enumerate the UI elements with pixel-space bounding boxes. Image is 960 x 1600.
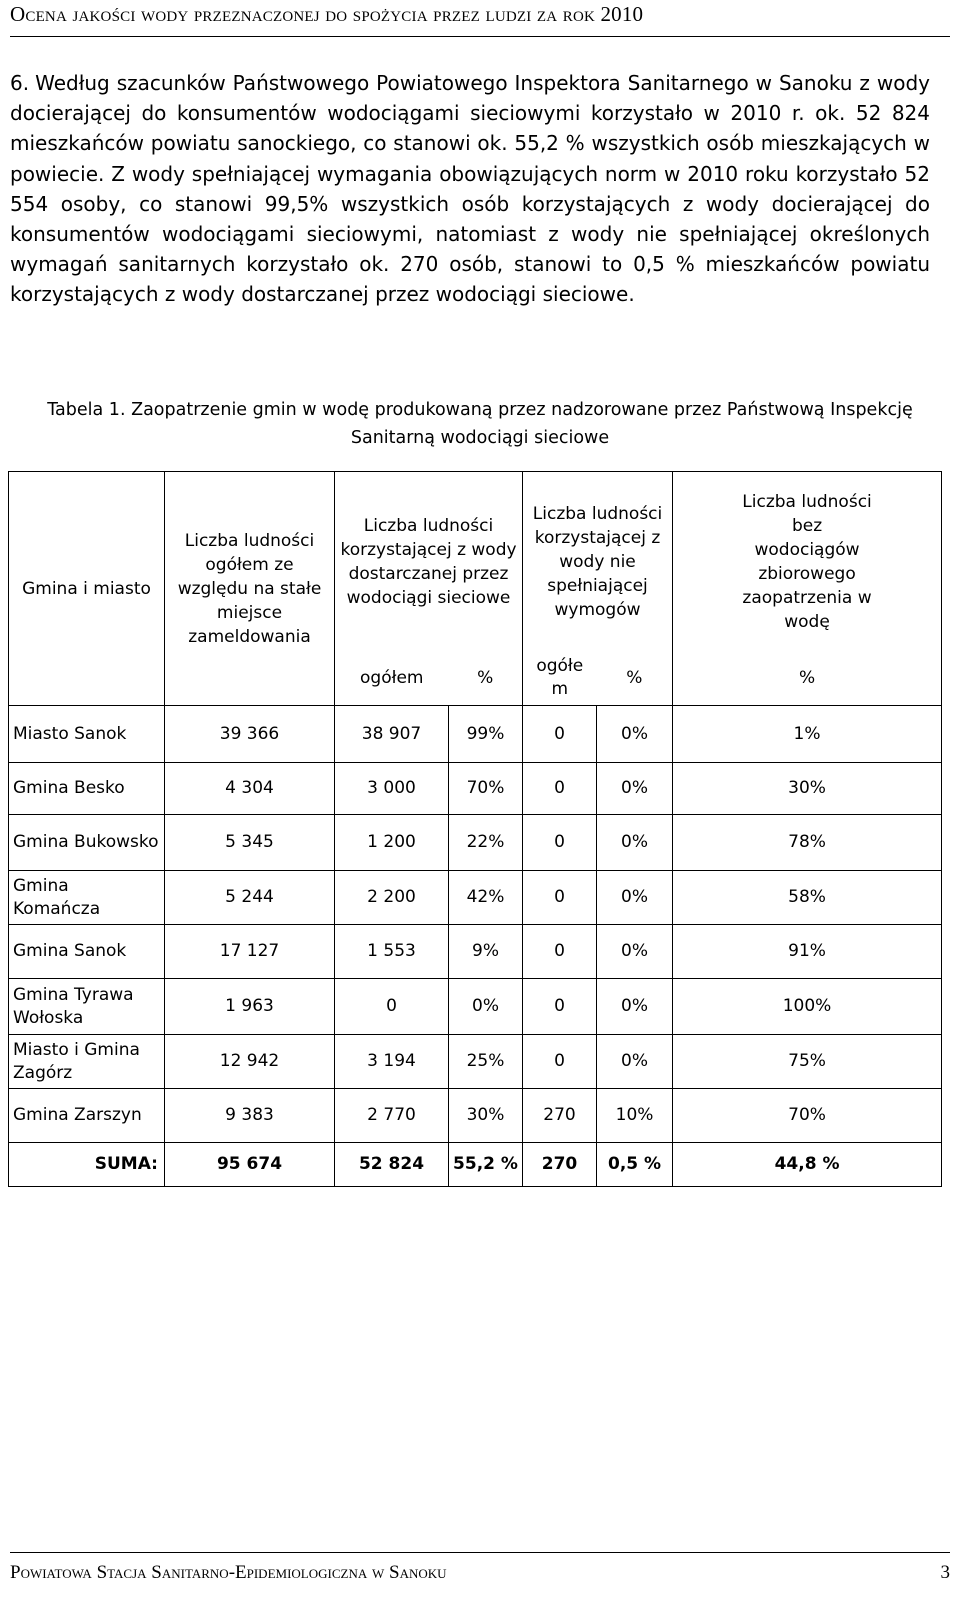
subheader-total: ogółem (335, 652, 449, 706)
sum-nc-pct: 0,5 % (597, 1143, 673, 1187)
cell-population: 5 345 (165, 815, 335, 871)
header-population: Liczba ludności ogółem ze względu na stałe miejsce zameldowania (165, 472, 335, 706)
cell-gmina: Gmina Zarszyn (9, 1089, 165, 1143)
cell-population: 17 127 (165, 925, 335, 979)
cell-gmina: Gmina Bukowsko (9, 815, 165, 871)
table-row (9, 871, 942, 925)
table-row (9, 925, 942, 979)
water-supply-table (8, 471, 942, 1187)
header-noncompliant: Liczba ludności korzystającej z wody nie spełniającej wymogów (523, 472, 673, 652)
subheader-pct3: % (673, 652, 942, 706)
cell-nc: 0 (523, 815, 597, 871)
cell-without: 1% (673, 706, 942, 763)
header-gmina: Gmina i miasto (9, 472, 165, 706)
cell-total: 1 553 (335, 925, 449, 979)
cell-total: 1 200 (335, 815, 449, 871)
cell-population: 9 383 (165, 1089, 335, 1143)
cell-without: 91% (673, 925, 942, 979)
header-compliant: Liczba ludności korzystającej z wody dostarczanej przez wodociągi sieciowe (335, 472, 523, 652)
cell-gmina: Miasto i Gmina Zagórz (9, 1035, 165, 1089)
sum-without: 44,8 % (673, 1143, 942, 1187)
cell-without: 30% (673, 763, 942, 815)
subheader-pct: % (449, 652, 523, 706)
cell-gmina: Miasto Sanok (9, 706, 165, 763)
header-without: Liczba ludności bez wodociągów zbiorowego zaopatrzenia w wodę (673, 472, 942, 652)
footer-rule (10, 1552, 950, 1553)
cell-pct: 0% (449, 979, 523, 1035)
cell-pct: 22% (449, 815, 523, 871)
cell-nc-pct: 0% (597, 1035, 673, 1089)
cell-nc-pct: 10% (597, 1089, 673, 1143)
body-paragraph (10, 68, 930, 310)
cell-pct: 9% (449, 925, 523, 979)
cell-gmina: Gmina Sanok (9, 925, 165, 979)
cell-nc-pct: 0% (597, 763, 673, 815)
paragraph-text: Według szacunków Państwowego Powiatowego Inspektora Sanitarnego w Sanoku z wody docierającej do konsumentów wodociągami sieciowymi korzystało w 2010 r. ok. 52 824 mieszkańców powiatu sanockiego, co stanowi ok. 55,2 % wszystkich osób mieszkających w powiecie. Z wody spełniającej wymagania obowiązujących norm w 2010 roku korzystało 52 554 osoby, co stanowi 99,5% wszystkich osób korzystających z wody docierającej do konsumentów wodociągami sieciowymi, natomiast z wody nie spełniającej określonych wymagań sanitarnych korzystało ok. 270 osób, stanowi to 0,5 % mieszkańców powiatu korzystających z wody dostarczanej przez wodociągi sieciowe. (10, 71, 930, 307)
cell-total: 2 200 (335, 871, 449, 925)
cell-pct: 30% (449, 1089, 523, 1143)
header-row (9, 472, 942, 652)
table-row (9, 1035, 942, 1089)
footer-institution: Powiatowa Stacja Sanitarno-Epidemiologiczna w Sanoku (10, 1562, 447, 1583)
cell-total: 38 907 (335, 706, 449, 763)
table-row (9, 1089, 942, 1143)
cell-population: 1 963 (165, 979, 335, 1035)
cell-nc: 0 (523, 979, 597, 1035)
cell-population: 39 366 (165, 706, 335, 763)
paragraph-number: 6. (10, 71, 30, 95)
cell-nc-pct: 0% (597, 815, 673, 871)
cell-pct: 99% (449, 706, 523, 763)
cell-total: 0 (335, 979, 449, 1035)
cell-total: 3 000 (335, 763, 449, 815)
cell-without: 58% (673, 871, 942, 925)
sum-label: SUMA: (9, 1143, 165, 1187)
page-footer (10, 1562, 950, 1584)
cell-nc: 0 (523, 1035, 597, 1089)
cell-nc: 270 (523, 1089, 597, 1143)
table-row (9, 706, 942, 763)
table-row (9, 815, 942, 871)
cell-population: 5 244 (165, 871, 335, 925)
cell-nc-pct: 0% (597, 871, 673, 925)
sum-total: 52 824 (335, 1143, 449, 1187)
cell-without: 70% (673, 1089, 942, 1143)
page-number: 3 (940, 1562, 950, 1583)
sum-population: 95 674 (165, 1143, 335, 1187)
cell-nc-pct: 0% (597, 706, 673, 763)
cell-nc: 0 (523, 871, 597, 925)
header-rule (10, 36, 950, 37)
cell-nc: 0 (523, 925, 597, 979)
cell-pct: 42% (449, 871, 523, 925)
subheader-total2: ogółe m (523, 652, 597, 706)
cell-pct: 25% (449, 1035, 523, 1089)
cell-without: 100% (673, 979, 942, 1035)
cell-total: 3 194 (335, 1035, 449, 1089)
cell-without: 75% (673, 1035, 942, 1089)
caption-text: Zaopatrzenie gmin w wodę produkowaną przez nadzorowane przez Państwową Inspekcję Sanitarną wodociągi sieciowe (131, 400, 913, 448)
table-row (9, 979, 942, 1035)
cell-population: 12 942 (165, 1035, 335, 1089)
cell-pct: 70% (449, 763, 523, 815)
cell-total: 2 770 (335, 1089, 449, 1143)
cell-gmina: Gmina Komańcza (9, 871, 165, 925)
cell-nc-pct: 0% (597, 925, 673, 979)
sum-nc: 270 (523, 1143, 597, 1187)
cell-population: 4 304 (165, 763, 335, 815)
cell-gmina: Gmina Besko (9, 763, 165, 815)
cell-nc: 0 (523, 763, 597, 815)
page-header: Ocena jakości wody przeznaczonej do spożycia przez ludzi za rok 2010 (10, 2, 644, 26)
cell-gmina: Gmina Tyrawa Wołoska (9, 979, 165, 1035)
cell-nc: 0 (523, 706, 597, 763)
table-row (9, 763, 942, 815)
cell-without: 78% (673, 815, 942, 871)
sum-pct: 55,2 % (449, 1143, 523, 1187)
cell-nc-pct: 0% (597, 979, 673, 1035)
caption-label: Tabela 1. (47, 400, 126, 420)
subheader-pct2: % (597, 652, 673, 706)
sum-row (9, 1143, 942, 1187)
table-caption (10, 396, 950, 452)
